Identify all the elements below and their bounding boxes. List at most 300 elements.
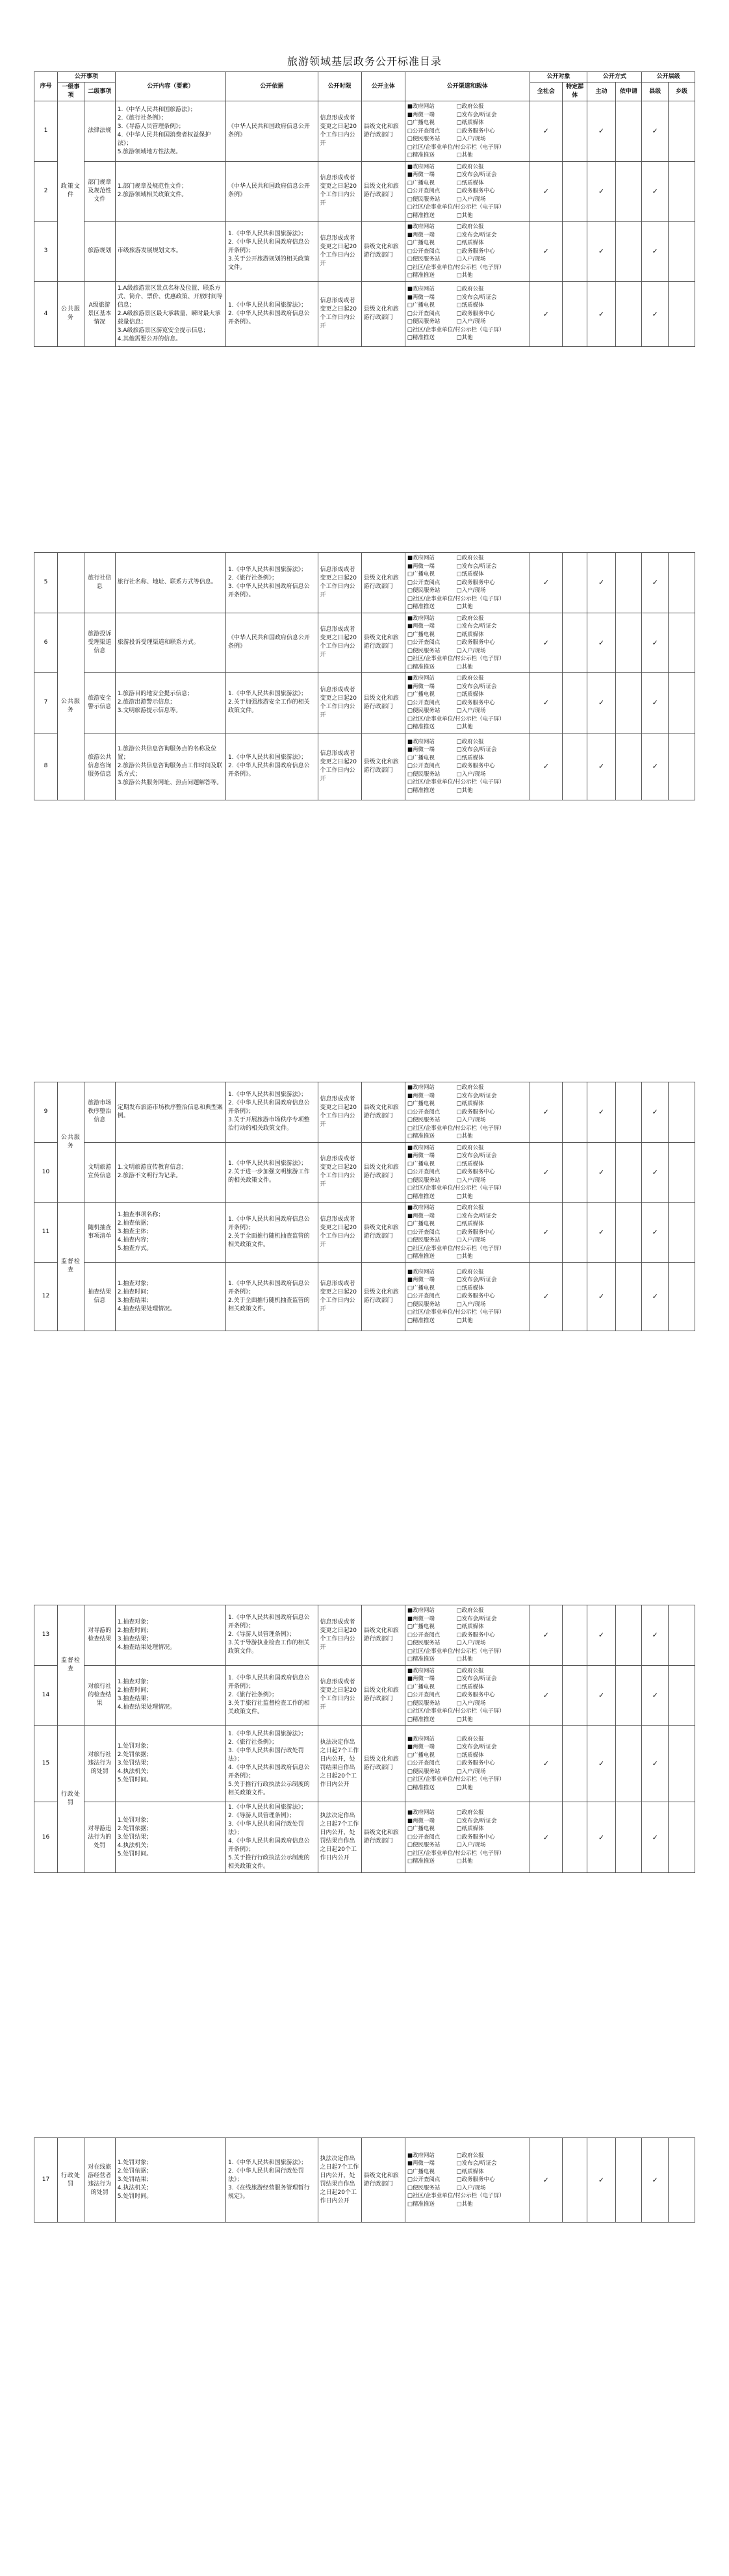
channel-option: □社区/企事业单位/村公示栏（电子屏） — [407, 1708, 505, 1715]
target-whole-check: ✓ — [530, 281, 562, 346]
channel-list — [407, 103, 528, 160]
level-county-check: ✓ — [642, 553, 669, 613]
level2-matter: 随机抽查事项清单 — [84, 1203, 115, 1263]
channel-option: □政务服务中心 — [456, 248, 495, 255]
level2-matter: 旅游投诉受理渠道信息 — [84, 613, 115, 673]
channel-option: □发布会/听证会 — [456, 1744, 497, 1751]
channel-option: □广播电视 — [407, 240, 435, 246]
disclosure-time: 信息形成或者变更之日起20个工作日内公开 — [318, 613, 361, 673]
row-number: 2 — [34, 161, 58, 222]
channel-option: □公开查阅点 — [407, 1108, 441, 1116]
channel-option: □公开查阅点 — [407, 1293, 441, 1300]
channel-option: □入户/现场 — [456, 1117, 486, 1123]
channel-list — [407, 674, 528, 732]
level-township-check — [669, 101, 695, 162]
channel-option: □政府公报 — [456, 1144, 484, 1151]
row-number: 8 — [34, 733, 58, 800]
channel-option: ■两微一端 — [407, 1092, 435, 1099]
disclosure-time: 信息形成或者变更之日起20个工作日内公开 — [318, 673, 361, 733]
level1-matter: 行政处罚 — [57, 1726, 84, 1873]
channel-option: □发布会/听证会 — [456, 1277, 497, 1284]
header-level2: 二级事项 — [84, 83, 115, 101]
mode-active-check: ✓ — [587, 2138, 615, 2223]
channel-option: □社区/企事业单位/村公示栏（电子屏） — [407, 1648, 505, 1655]
level1-matter: 监督检查 — [57, 1605, 84, 1726]
channel-option: □政府公报 — [456, 675, 484, 682]
mode-active-check: ✓ — [587, 1082, 615, 1143]
channel-option: ■两微一端 — [407, 1615, 435, 1622]
level-county-check: ✓ — [642, 161, 669, 222]
level-township-check — [669, 2138, 695, 2223]
channel-option: ■政府网站 — [407, 555, 435, 561]
header-mode: 公开方式 — [587, 72, 642, 83]
channel-option: □其他 — [456, 604, 473, 610]
channel-option: □广播电视 — [407, 571, 435, 578]
target-whole-check: ✓ — [530, 553, 562, 613]
channel-option: ■政府网站 — [407, 615, 435, 622]
mode-request-check — [615, 1082, 642, 1143]
channel-option: □发布会/听证会 — [456, 172, 497, 178]
target-whole-check: ✓ — [530, 673, 562, 733]
header-level: 公开层级 — [642, 72, 695, 83]
channel-option: ■两微一端 — [407, 1277, 435, 1284]
level-township-check — [669, 1203, 695, 1263]
channel-cell — [405, 161, 530, 222]
target-whole-check: ✓ — [530, 222, 562, 282]
level-county-check: ✓ — [642, 1262, 669, 1331]
row-number: 1 — [34, 101, 58, 162]
channel-option: □其他 — [456, 272, 473, 279]
header-matter: 公开事项 — [57, 72, 115, 83]
channel-option: □纸质媒体 — [456, 179, 484, 186]
channel-option: □广播电视 — [407, 179, 435, 186]
mode-active-check: ✓ — [587, 733, 615, 800]
channel-option: □政府公报 — [456, 1809, 484, 1817]
channel-option: □精准推送 — [407, 1656, 435, 1663]
channel-option: □精准推送 — [407, 1317, 435, 1324]
channel-option: □纸质媒体 — [456, 571, 484, 578]
level1-matter: 行政处罚 — [57, 2138, 84, 2223]
channel-option: □精准推送 — [407, 212, 435, 219]
mode-request-check — [615, 1802, 642, 1873]
channel-option: ■政府网站 — [407, 163, 435, 170]
channel-option: □广播电视 — [407, 1101, 435, 1107]
document-title: 旅游领域基层政务公开标准目录 — [287, 55, 442, 68]
channel-option: □其他 — [456, 1193, 473, 1200]
channel-option: □便民服务站 — [407, 647, 441, 654]
row-number: 14 — [34, 1665, 58, 1726]
level1-matter: 公共服务 — [57, 281, 84, 346]
channel-option: □发布会/听证会 — [456, 683, 497, 690]
target-whole-check: ✓ — [530, 1802, 562, 1873]
channel-option: □纸质媒体 — [456, 754, 484, 761]
target-whole-check: ✓ — [530, 613, 562, 673]
channel-option: □便民服务站 — [407, 1700, 441, 1707]
level-county-check: ✓ — [642, 1726, 669, 1802]
channel-option: □公开查阅点 — [407, 188, 441, 194]
channel-option: □便民服务站 — [407, 1842, 441, 1849]
disclosure-content: 1.处罚对象； 2.处罚依据； 3.处罚结果； 4.执法机关； 5.处罚时间。 — [115, 1802, 225, 1873]
disclosure-time: 执法决定作出之日起7个工作日内公开，处罚结果自作出之日起20个工作日内公开 — [318, 2138, 361, 2223]
channel-option: □其他 — [456, 1317, 473, 1324]
channel-option: □纸质媒体 — [456, 1683, 484, 1690]
disclosure-content: 1.旅游公共信息咨询服务点的名称及位置； 2.旅游公共信息咨询服务点工作时间及联系方式； 3.旅游公共服务网址、热点问题解答等。 — [115, 733, 225, 800]
channel-cell — [405, 613, 530, 673]
channel-option: □政务服务中心 — [456, 127, 495, 134]
channel-cell — [405, 101, 530, 162]
channel-list — [407, 615, 528, 672]
catalog-table — [34, 2137, 695, 2223]
channel-option: □精准推送 — [407, 1716, 435, 1723]
channel-list — [407, 1204, 528, 1261]
channel-option: ■两微一端 — [407, 563, 435, 570]
channel-cell — [405, 1203, 530, 1263]
channel-cell — [405, 1802, 530, 1873]
channel-option: □纸质媒体 — [456, 2168, 484, 2175]
channel-option: □政务服务中心 — [456, 188, 495, 194]
channel-option: □纸质媒体 — [456, 1221, 484, 1227]
disclosure-time: 信息形成或者变更之日起20个工作日内公开 — [318, 222, 361, 282]
disclosure-basis: 1.《中华人民共和国旅游法》； 2.关于进一步加强文明旅游工作的相关政策文件。 — [226, 1142, 318, 1203]
level2-matter: 旅游公共信息咨询服务信息 — [84, 733, 115, 800]
channel-option: □其他 — [456, 152, 473, 159]
channel-option: □精准推送 — [407, 604, 435, 610]
channel-option: ■政府网站 — [407, 103, 435, 110]
channel-option: □精准推送 — [407, 335, 435, 342]
channel-option: ■政府网站 — [407, 286, 435, 293]
disclosure-basis: 1.《中华人民共和国政府信息公开条例》； 2.关于全面推行随机抽查监管的相关政策文件。 — [226, 1262, 318, 1331]
disclosure-time: 信息形成或者变更之日起20个工作日内公开 — [318, 161, 361, 222]
target-whole-check: ✓ — [530, 101, 562, 162]
table-row — [34, 553, 695, 613]
target-specific-check — [563, 733, 587, 800]
channel-option: □其他 — [456, 1784, 473, 1791]
channel-option: □其他 — [456, 1133, 473, 1140]
mode-active-check: ✓ — [587, 613, 615, 673]
channel-option: □纸质媒体 — [456, 302, 484, 309]
channel-option: □精准推送 — [407, 663, 435, 670]
channel-option: □政府公报 — [456, 1205, 484, 1211]
disclosure-basis: 1.《中华人民共和国旅游法》； 2.《中华人民共和国政府信息公开条例》。 — [226, 281, 318, 346]
level-county-check: ✓ — [642, 281, 669, 346]
row-number: 15 — [34, 1726, 58, 1802]
channel-option: □政府公报 — [456, 223, 484, 230]
channel-option: □便民服务站 — [407, 587, 441, 594]
channel-option: □入户/现场 — [456, 256, 486, 262]
disclosure-basis: 《中华人民共和国政府信息公开条例》 — [226, 161, 318, 222]
header-time: 公开时限 — [318, 72, 361, 101]
channel-option: □入户/现场 — [456, 1177, 486, 1184]
level-township-check — [669, 733, 695, 800]
disclosure-time: 信息形成或者变更之日起20个工作日内公开 — [318, 101, 361, 162]
channel-option: □便民服务站 — [407, 136, 441, 142]
channel-option: □精准推送 — [407, 2200, 435, 2208]
channel-cell — [405, 733, 530, 800]
disclosure-subject: 县级文化和旅游行政部门 — [361, 222, 405, 282]
channel-option: ■两微一端 — [407, 172, 435, 178]
disclosure-content: 旅行社名称、地址、联系方式等信息。 — [115, 553, 225, 613]
level-township-check — [669, 1665, 695, 1726]
channel-cell — [405, 281, 530, 346]
channel-option: □便民服务站 — [407, 256, 441, 262]
channel-option: ■政府网站 — [407, 1205, 435, 1211]
level-township-check — [669, 1082, 695, 1143]
channel-option: □公开查阅点 — [407, 310, 441, 317]
disclosure-basis: 1.《中华人民共和国旅游法》； 2.《中华人民共和国行政处罚法》； 3.《在线旅游经营服务管理暂行规定》。 — [226, 2138, 318, 2223]
level1-matter — [57, 553, 84, 613]
level-county-check: ✓ — [642, 1665, 669, 1726]
channel-option: ■两微一端 — [407, 1817, 435, 1824]
disclosure-content: 1.抽查对象； 2.抽查时间； 3.抽查结果； 4.抽查结果处理情况。 — [115, 1262, 225, 1331]
channel-option: □入户/现场 — [456, 1237, 486, 1243]
channel-list — [407, 285, 528, 342]
channel-cell — [405, 1082, 530, 1143]
disclosure-basis: 《中华人民共和国政府信息公开条例》 — [226, 101, 318, 162]
level2-matter: 旅行社信息 — [84, 553, 115, 613]
channel-list — [407, 554, 528, 611]
channel-option: □政务服务中心 — [456, 310, 495, 317]
channel-option: □便民服务站 — [407, 1640, 441, 1646]
header-basis: 公开依据 — [226, 72, 318, 101]
channel-option: □入户/现场 — [456, 1301, 486, 1308]
channel-list — [407, 738, 528, 795]
channel-option: □精准推送 — [407, 1133, 435, 1140]
disclosure-subject: 县级文化和旅游行政部门 — [361, 1262, 405, 1331]
level-county-check: ✓ — [642, 1802, 669, 1873]
level2-matter: 文明旅游宣传信息 — [84, 1142, 115, 1203]
disclosure-basis: 1.《中华人民共和国旅游法》； 2.《中华人民共和国政府信息公开条例》； 3.关于开展旅游市场秩序专项整治行动的相关政策文件。 — [226, 1082, 318, 1143]
channel-option: □广播电视 — [407, 1284, 435, 1292]
mode-request-check — [615, 1203, 642, 1263]
row-number: 9 — [34, 1082, 58, 1143]
channel-option: □其他 — [456, 787, 473, 794]
level-township-check — [669, 613, 695, 673]
channel-option: □入户/现场 — [456, 1700, 486, 1707]
header-whole: 全社会 — [530, 83, 562, 101]
channel-option: □社区/企事业单位/村公示栏（电子屏） — [407, 1776, 505, 1783]
row-number: 12 — [34, 1262, 58, 1331]
disclosure-time: 信息形成或者变更之日起20个工作日内公开 — [318, 733, 361, 800]
disclosure-subject: 县级文化和旅游行政部门 — [361, 101, 405, 162]
disclosure-content: 1.文明旅游宣传教育信息； 2.旅游不文明行为记录。 — [115, 1142, 225, 1203]
disclosure-subject: 县级文化和旅游行政部门 — [361, 553, 405, 613]
table-row — [34, 733, 695, 800]
channel-option: □政务服务中心 — [456, 763, 495, 770]
channel-option: □其他 — [456, 212, 473, 219]
channel-option: ■两微一端 — [407, 746, 435, 754]
level-township-check — [669, 281, 695, 346]
channel-cell — [405, 222, 530, 282]
mode-active-check: ✓ — [587, 222, 615, 282]
channel-option: ■两微一端 — [407, 683, 435, 690]
mode-active-check: ✓ — [587, 1262, 615, 1331]
channel-option: □公开查阅点 — [407, 639, 441, 646]
row-number: 7 — [34, 673, 58, 733]
level1-matter: 公共服务 — [57, 613, 84, 800]
disclosure-basis: 1.《中华人民共和国旅游法》； 2.《中华人民共和国政府信息公开条例》； 3.关于公开旅游规划的相关政策文件。 — [226, 222, 318, 282]
channel-option: □入户/现场 — [456, 587, 486, 594]
disclosure-content: 1.A级旅游景区景点名称及位置、联系方式、简介、票价、优惠政策、开放时间等信息； 2.A级旅游景区最大承载量、瞬时最大承载量信息； 3.A级旅游景区游览安全提示信息； 4.其他需要公开的信息。 — [115, 281, 225, 346]
level2-matter: 旅游安全警示信息 — [84, 673, 115, 733]
channel-option: □政务服务中心 — [456, 699, 495, 706]
channel-option: □公开查阅点 — [407, 127, 441, 134]
channel-option: □公开查阅点 — [407, 1760, 441, 1767]
target-specific-check — [563, 673, 587, 733]
channel-cell — [405, 1726, 530, 1802]
channel-option: □广播电视 — [407, 691, 435, 698]
channel-option: □政务服务中心 — [456, 1229, 495, 1236]
channel-option: □纸质媒体 — [456, 1752, 484, 1759]
header-subject: 公开主体 — [361, 72, 405, 101]
disclosure-time: 信息形成或者变更之日起20个工作日内公开 — [318, 281, 361, 346]
target-specific-check — [563, 1203, 587, 1263]
channel-option: ■两微一端 — [407, 1676, 435, 1682]
channel-option: □广播电视 — [407, 302, 435, 309]
target-whole-check: ✓ — [530, 1142, 562, 1203]
channel-option: □便民服务站 — [407, 708, 441, 714]
mode-active-check: ✓ — [587, 1203, 615, 1263]
channel-option: □发布会/听证会 — [456, 1212, 497, 1219]
channel-option: □发布会/听证会 — [456, 111, 497, 118]
mode-active-check: ✓ — [587, 673, 615, 733]
channel-option: □社区/企事业单位/村公示栏（电子屏） — [407, 595, 505, 602]
level-township-check — [669, 1802, 695, 1873]
header-channel: 公开渠道和载体 — [405, 72, 530, 101]
disclosure-basis: 1.《中华人民共和国旅游法》； 2.《导游人员管理条例》； 3.《中华人民共和国行政处罚法》； 4.《中华人民共和国政府信息公开条例》； 5.关于推行行政执法公示制度的相关政策文件。 — [226, 1802, 318, 1873]
table-row — [34, 1605, 695, 1666]
channel-option: □入户/现场 — [456, 771, 486, 778]
channel-option: □纸质媒体 — [456, 691, 484, 698]
catalog-table — [34, 1605, 695, 1873]
catalog-table — [34, 552, 695, 800]
mode-active-check: ✓ — [587, 1726, 615, 1802]
channel-option: □发布会/听证会 — [456, 294, 497, 301]
channel-option: □社区/企事业单位/村公示栏（电子屏） — [407, 264, 505, 271]
channel-option: □公开查阅点 — [407, 248, 441, 255]
target-whole-check: ✓ — [530, 1665, 562, 1726]
target-whole-check: ✓ — [530, 733, 562, 800]
channel-list — [407, 163, 528, 220]
channel-option: □入户/现场 — [456, 318, 486, 325]
mode-request-check — [615, 733, 642, 800]
disclosure-subject: 县级文化和旅游行政部门 — [361, 1802, 405, 1873]
target-whole-check: ✓ — [530, 1262, 562, 1331]
channel-option: □广播电视 — [407, 1752, 435, 1759]
channel-cell — [405, 553, 530, 613]
channel-option: □公开查阅点 — [407, 1833, 441, 1841]
level2-matter: 抽查结果信息 — [84, 1262, 115, 1331]
level-county-check: ✓ — [642, 733, 669, 800]
channel-option: □便民服务站 — [407, 1117, 441, 1123]
channel-option: □广播电视 — [407, 1826, 435, 1833]
channel-option: ■两微一端 — [407, 1153, 435, 1159]
channel-option: □政务服务中心 — [456, 1293, 495, 1300]
disclosure-content: 市级旅游发展规划文本。 — [115, 222, 225, 282]
disclosure-basis: 1.《中华人民共和国政府信息公开条例》； 2.关于全面推行随机抽查监管的相关政策文件。 — [226, 1203, 318, 1263]
header-level1: 一级事项 — [57, 83, 84, 101]
channel-cell — [405, 673, 530, 733]
channel-option: □政府公报 — [456, 1084, 484, 1091]
channel-option: □便民服务站 — [407, 2184, 441, 2191]
channel-option: □纸质媒体 — [456, 240, 484, 246]
row-number: 6 — [34, 613, 58, 673]
channel-option: □其他 — [456, 1858, 473, 1865]
disclosure-time: 信息形成或者变更之日起20个工作日内公开 — [318, 1142, 361, 1203]
channel-option: ■两微一端 — [407, 2160, 435, 2167]
header-township: 乡级 — [669, 83, 695, 101]
mode-request-check — [615, 613, 642, 673]
channel-option: □公开查阅点 — [407, 1169, 441, 1175]
channel-option: □政府公报 — [456, 1735, 484, 1742]
channel-option: □广播电视 — [407, 1624, 435, 1630]
channel-option: ■政府网站 — [407, 1735, 435, 1742]
target-specific-check — [563, 1665, 587, 1726]
channel-option: □公开查阅点 — [407, 1692, 441, 1698]
channel-option: □发布会/听证会 — [456, 231, 497, 238]
disclosure-basis: 1.《中华人民共和国旅游法》； 2.《旅行社条例》； 3.《中华人民共和国行政处罚法》； 4.《中华人民共和国政府信息公开条例》； 5.关于推行行政执法公示制度的相关政策文件。 — [226, 1726, 318, 1802]
channel-option: □入户/现场 — [456, 2184, 486, 2191]
disclosure-subject: 县级文化和旅游行政部门 — [361, 1605, 405, 1666]
channel-option: ■两微一端 — [407, 231, 435, 238]
channel-option: ■两微一端 — [407, 1212, 435, 1219]
table-row — [34, 1726, 695, 1802]
level-county-check: ✓ — [642, 613, 669, 673]
channel-option: ■政府网站 — [407, 738, 435, 745]
channel-option: □入户/现场 — [456, 196, 486, 203]
disclosure-basis: 1.《中华人民共和国政府信息公开条例》； 2.《导游人员管理条例》； 3.关于导游执业检查工作的相关政策文件。 — [226, 1605, 318, 1666]
header-county: 县级 — [642, 83, 669, 101]
channel-option: □政府公报 — [456, 615, 484, 622]
disclosure-time: 信息形成或者变更之日起20个工作日内公开 — [318, 1203, 361, 1263]
disclosure-subject: 县级文化和旅游行政部门 — [361, 1665, 405, 1726]
channel-option: □社区/企事业单位/村公示栏（电子屏） — [407, 1245, 505, 1252]
channel-option: □精准推送 — [407, 1784, 435, 1791]
level2-matter: 对导游的检查结果 — [84, 1605, 115, 1666]
channel-option: □政府公报 — [456, 555, 484, 561]
level-county-check: ✓ — [642, 2138, 669, 2223]
target-specific-check — [563, 101, 587, 162]
mode-active-check: ✓ — [587, 553, 615, 613]
level-county-check: ✓ — [642, 673, 669, 733]
channel-option: □政务服务中心 — [456, 1760, 495, 1767]
channel-list — [407, 1735, 528, 1792]
channel-option: □广播电视 — [407, 2168, 435, 2175]
channel-option: □政府公报 — [456, 163, 484, 170]
table-row — [34, 1262, 695, 1331]
target-specific-check — [563, 281, 587, 346]
level2-matter: 部门规章及规范性文件 — [84, 161, 115, 222]
level-township-check — [669, 1605, 695, 1666]
mode-active-check: ✓ — [587, 101, 615, 162]
channel-option: □公开查阅点 — [407, 699, 441, 706]
mode-request-check — [615, 1262, 642, 1331]
channel-option: □便民服务站 — [407, 318, 441, 325]
disclosure-content: 定期发布旅游市场秩序整治信息和典型案例。 — [115, 1082, 225, 1143]
channel-option: ■政府网站 — [407, 1268, 435, 1275]
channel-list — [407, 1144, 528, 1201]
mode-active-check: ✓ — [587, 161, 615, 222]
channel-option: □广播电视 — [407, 1160, 435, 1167]
level2-matter: 对旅行社的检查结果 — [84, 1665, 115, 1726]
disclosure-time: 信息形成或者变更之日起20个工作日内公开 — [318, 1665, 361, 1726]
channel-option: □发布会/听证会 — [456, 563, 497, 570]
channel-option: □纸质媒体 — [456, 1826, 484, 1833]
level2-matter: 对导游违法行为的处罚 — [84, 1802, 115, 1873]
mode-request-check — [615, 2138, 642, 2223]
row-number: 17 — [34, 2138, 58, 2223]
mode-request-check — [615, 553, 642, 613]
channel-option: □发布会/听证会 — [456, 746, 497, 754]
